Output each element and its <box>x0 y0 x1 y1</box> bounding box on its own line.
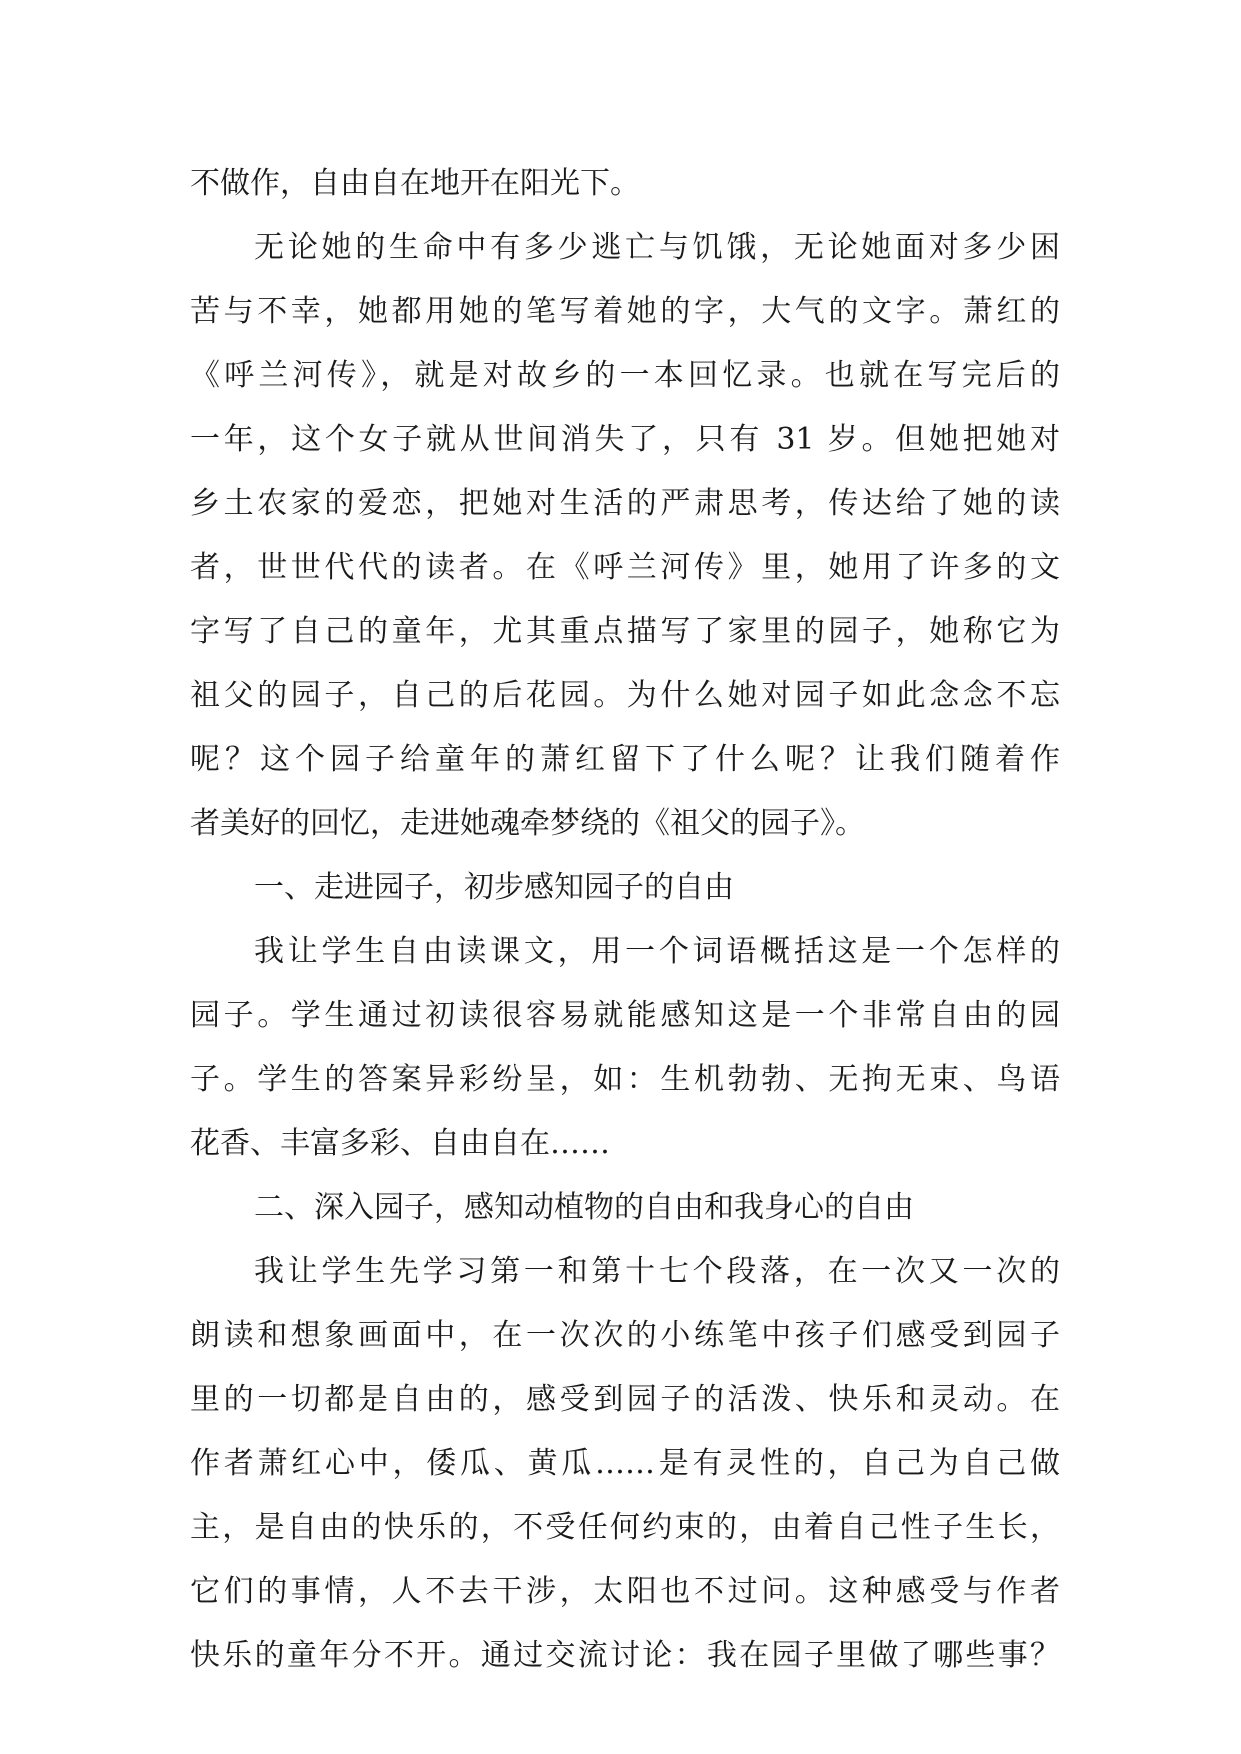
body-text <box>190 152 1060 1688</box>
text-line: 二、深入园子，感知动植物的自由和我身心的自由 <box>254 1190 914 1225</box>
text-line: 花香、丰富多彩、自由自在…… <box>190 1126 610 1161</box>
text-line: 者，世世代代的读者。在《呼兰河传》里，她用了许多的文 <box>190 550 1060 585</box>
text-line: 作者萧红心中，倭瓜、黄瓜……是有灵性的，自己为自己做 <box>190 1446 1060 1481</box>
text-line: 它们的事情，人不去干涉，太阳也不过问。这种感受与作者 <box>190 1574 1060 1609</box>
text-line: 乡土农家的爱恋，把她对生活的严肃思考，传达给了她的读 <box>190 486 1060 521</box>
text-line: 者美好的回忆，走进她魂牵梦绕的《祖父的园子》。 <box>190 806 865 841</box>
text-line: 快乐的童年分不开。通过交流讨论：我在园子里做了哪些事？ <box>190 1638 1060 1673</box>
text-line: 呢？这个园子给童年的萧红留下了什么呢？让我们随着作 <box>190 742 1060 777</box>
text-line: 园子。学生通过初读很容易就能感知这是一个非常自由的园 <box>190 998 1060 1033</box>
text-line: 无论她的生命中有多少逃亡与饥饿，无论她面对多少困 <box>254 230 1060 265</box>
text-line: 不做作，自由自在地开在阳光下。 <box>190 166 640 201</box>
text-line: 主，是自由的快乐的，不受任何约束的，由着自己性子生长， <box>190 1510 1060 1545</box>
text-line: 朗读和想象画面中，在一次次的小练笔中孩子们感受到园子 <box>190 1318 1060 1353</box>
text-line: 里的一切都是自由的，感受到园子的活泼、快乐和灵动。在 <box>190 1382 1060 1417</box>
text-line: 《呼兰河传》，就是对故乡的一本回忆录。也就在写完后的 <box>190 358 1060 393</box>
text-line: 我让学生先学习第一和第十七个段落，在一次又一次的 <box>254 1254 1060 1289</box>
text-line: 祖父的园子，自己的后花园。为什么她对园子如此念念不忘 <box>190 678 1060 713</box>
text-line: 子。学生的答案异彩纷呈，如：生机勃勃、无拘无束、鸟语 <box>190 1062 1060 1097</box>
text-line: 苦与不幸，她都用她的笔写着她的字，大气的文字。萧红的 <box>190 294 1060 329</box>
text-line: 一、走进园子，初步感知园子的自由 <box>254 870 734 905</box>
text-line: 字写了自己的童年，尤其重点描写了家里的园子，她称它为 <box>190 614 1060 649</box>
text-line: 我让学生自由读课文，用一个词语概括这是一个怎样的 <box>254 934 1060 969</box>
text-line: 一年，这个女子就从世间消失了，只有 31 岁。但她把她对 <box>190 422 1060 457</box>
